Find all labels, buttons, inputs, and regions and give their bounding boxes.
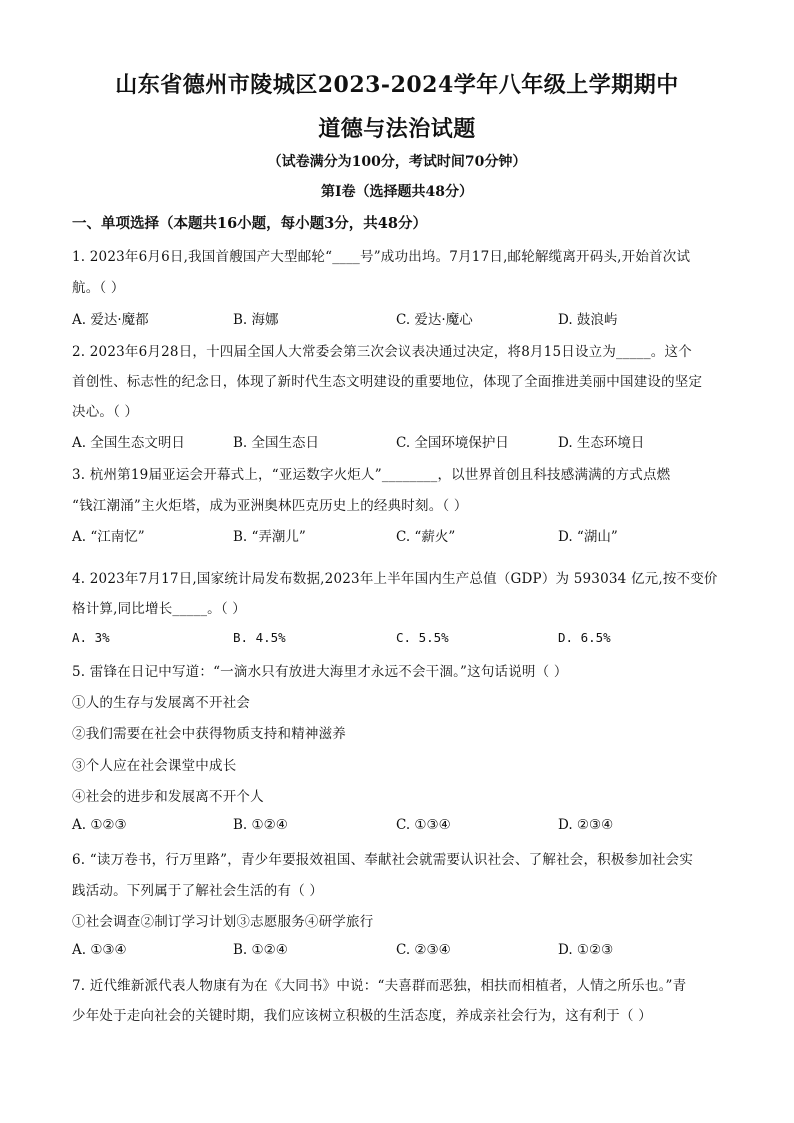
question-2-option-b: B. 全国生态日 <box>233 435 320 451</box>
question-3-line-1: 3. 杭州第19届亚运会开幕式上，“亚运数字火炬人”________，以世界首创且科技感满满的方式点燃 <box>72 467 671 483</box>
question-3-option-d: D. “湖山” <box>558 529 618 545</box>
question-2-line-3: 决心。（ ） <box>72 404 139 420</box>
question-6-line-1: 6. “读万卷书，行万里路”，青少年要报效祖国、奉献社会就需要认识社会、了解社会，积极参加社会实 <box>72 852 694 868</box>
question-1-option-c: C. 爱达·魔心 <box>396 312 473 328</box>
question-5-statement-2: ②我们需要在社会中获得物质支持和精神滋养 <box>72 726 346 742</box>
question-4-option-d: D. 6.5% <box>558 630 611 645</box>
question-5-option-c: C. ①③④ <box>396 817 451 833</box>
section-heading: 一、单项选择（本题共16小题，每小题3分，共48分） <box>72 215 427 232</box>
question-4-option-a: A. 3% <box>72 630 110 645</box>
question-5-option-b: B. ①②④ <box>233 817 288 833</box>
question-6-line-2: 践活动。下列属于了解社会生活的有（ ） <box>72 883 324 899</box>
question-3-option-b: B. “弄潮儿” <box>233 529 306 545</box>
question-5-statement-1: ①人的生存与发展离不开社会 <box>72 695 251 711</box>
question-4-line-1: 4. 2023年7月17日,国家统计局发布数据,2023年上半年国内生产总值（GDP）为 593034 亿元,按不变价 <box>72 571 718 587</box>
question-2-option-a: A. 全国生态文明日 <box>72 435 185 451</box>
question-1-option-b: B. 海娜 <box>233 312 279 328</box>
question-5-option-a: A. ①②③ <box>72 817 127 833</box>
question-6-option-b: B. ①②④ <box>233 942 288 958</box>
exam-subtitle: 道德与法治试题 <box>318 116 476 142</box>
question-1-option-d: D. 鼓浪屿 <box>558 312 618 328</box>
question-6-option-d: D. ①②③ <box>558 942 614 958</box>
question-6-option-c: C. ②③④ <box>396 942 451 958</box>
question-5-statement-4: ④社会的进步和发展离不开个人 <box>72 789 264 805</box>
question-3-line-2: “钱江潮涌”主火炬塔，成为亚洲奥林匹克历史上的经典时刻。（ ） <box>72 498 468 514</box>
question-7-line-2: 少年处于走向社会的关键时期，我们应该树立积极的生活态度，养成亲社会行为，这有利于（ ） <box>72 1008 652 1024</box>
question-5-statement-3: ③个人应在社会课堂中成长 <box>72 758 237 774</box>
question-5-line-1: 5. 雷锋在日记中写道：“一滴水只有放进大海里才永远不会干涸。”这句话说明（ ） <box>72 664 568 680</box>
question-7-line-1: 7. 近代维新派代表人物康有为在《大同书》中说：“夫喜群而恶独，相扶而相植者，人情之所乐也。”青 <box>72 978 687 994</box>
question-1-line-1: 1. 2023年6月6日,我国首艘国产大型邮轮“____号”成功出坞。7月17日,邮轮解缆离开码头,开始首次试 <box>72 249 691 265</box>
question-2-line-1: 2. 2023年6月28日，十四届全国人大常委会第三次会议表决通过决定，将8月15日设立为_____。这个 <box>72 344 692 360</box>
question-1-line-2: 航。（ ） <box>72 280 125 296</box>
exam-title: 山东省德州市陵城区2023-2024学年八年级上学期期中 <box>115 72 679 98</box>
question-6-option-a: A. ①③④ <box>72 942 127 958</box>
question-1-option-a: A. 爱达·魔都 <box>72 312 149 328</box>
question-4-option-c: C. 5.5% <box>396 630 449 645</box>
exam-note: （试卷满分为100分，考试时间70分钟） <box>267 154 527 170</box>
question-3-option-c: C. “薪火” <box>396 529 456 545</box>
question-3-option-a: A. “江南忆” <box>72 529 145 545</box>
question-2-option-c: C. 全国环境保护日 <box>396 435 509 451</box>
question-6-line-3: ①社会调查②制订学习计划③志愿服务④研学旅行 <box>72 914 374 930</box>
question-5-option-d: D. ②③④ <box>558 817 614 833</box>
question-4-option-b: B. 4.5% <box>233 630 286 645</box>
volume-heading: 第Ⅰ卷（选择题共48分） <box>320 184 474 200</box>
question-2-option-d: D. 生态环境日 <box>558 435 645 451</box>
question-4-line-2: 格计算,同比增长_____。（ ） <box>72 601 246 617</box>
question-2-line-2: 首创性、标志性的纪念日，体现了新时代生态文明建设的重要地位，体现了全面推进美丽中国建设的坚定 <box>72 374 703 390</box>
